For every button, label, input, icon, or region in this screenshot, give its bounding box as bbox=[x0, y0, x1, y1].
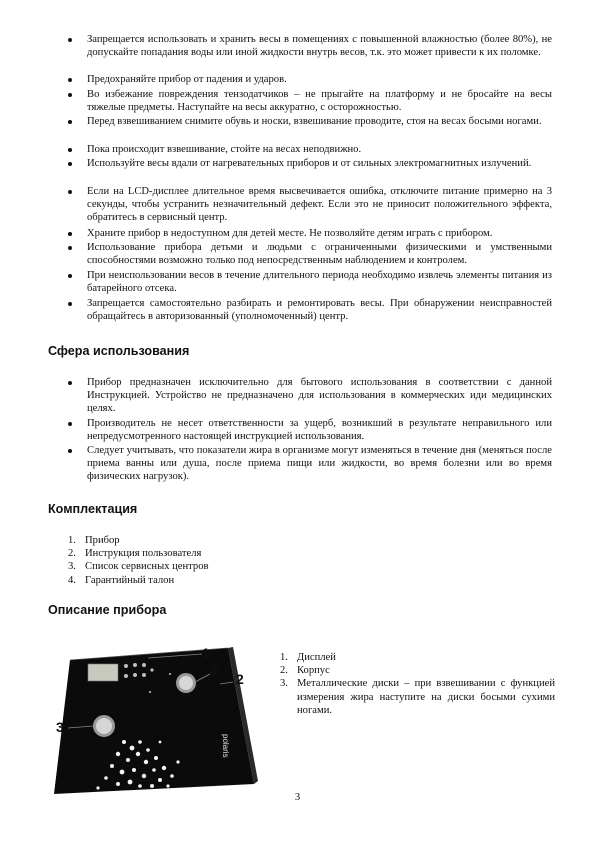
list-item: Запрещается самостоятельно разбирать и ремонтировать весы. При обнаружении неисправностей обращайтесь в авторизованный (уполномоченный) центр. bbox=[66, 297, 552, 323]
list-item: 2. Корпус bbox=[280, 665, 330, 677]
bullet-icon bbox=[68, 381, 72, 385]
bullet-icon bbox=[68, 246, 72, 250]
list-item: 3. Металлические диски – при взвешивании с функцией измерения жира наступите на диски босыми сухими ногами. bbox=[280, 678, 555, 716]
brand-logo: polaris bbox=[221, 734, 230, 758]
list-item: Предохраняйте прибор от падения и ударов. bbox=[66, 73, 552, 88]
list-item: 1. Дисплей bbox=[280, 652, 336, 663]
description-heading: Описание прибора bbox=[48, 603, 167, 617]
list-item: 1. Прибор bbox=[68, 535, 120, 546]
precautions-list bbox=[66, 33, 552, 323]
list-item: Использование прибора детьми и людьми с ограниченными физическими и умственными способностями возможно только под непосредственным наблюдением и контролем. bbox=[66, 241, 552, 269]
callout-label: 3 bbox=[210, 661, 218, 677]
list-item: Если на LCD-дисплее длительное время высвечивается ошибка, отключите питание примерно на 3 секунды, чтобы устранить незначительный дефект. Если это не приносит положительного эффекта, обратитесь в сервисный центр. bbox=[66, 185, 552, 227]
bullet-icon bbox=[68, 162, 72, 166]
usage-list bbox=[66, 376, 552, 484]
bullet-icon bbox=[68, 274, 72, 278]
list-item: Прибор предназначен исключительно для бытового использования в соответствии с данной Инструкцией. Устройство не предназначено для использования в коммерческих иди медицинских целях. bbox=[66, 376, 552, 417]
list-item: Производитель не несет ответственности за ущерб, возникший в результате неправильного или непредусмотренного настоящей инструкцией использования. bbox=[66, 417, 552, 444]
bullet-icon bbox=[68, 78, 72, 82]
kit-heading: Комплектация bbox=[48, 502, 138, 516]
list-item: 3. Список сервисных центров bbox=[68, 561, 209, 573]
callout-label: 1 bbox=[202, 645, 210, 661]
callout-label: 3 bbox=[56, 719, 64, 735]
list-item: 4. Гарантийный талон bbox=[68, 574, 175, 586]
page-number: 3 bbox=[294, 792, 301, 803]
list-item: 2. Инструкция пользователя bbox=[68, 548, 202, 560]
kit-list bbox=[68, 534, 209, 587]
bullet-icon bbox=[68, 148, 72, 152]
lcd-display bbox=[88, 664, 118, 681]
usage-heading: Сфера использования bbox=[48, 344, 190, 358]
scale-platform bbox=[54, 648, 254, 794]
scale-illustration bbox=[40, 630, 280, 800]
list-item: Пока происходит взвешивание, стойте на весах неподвижно. bbox=[66, 143, 552, 157]
bullet-icon bbox=[68, 38, 72, 42]
list-item: Используйте весы вдали от нагревательных приборов и от сильных электромагнитных излучений. bbox=[66, 157, 552, 185]
bullet-icon bbox=[68, 93, 72, 97]
bullet-icon bbox=[68, 449, 72, 453]
bullet-icon bbox=[68, 120, 72, 124]
description-list bbox=[280, 651, 555, 717]
list-item: Запрещается использовать и хранить весы в помещениях с повышенной влажностью (более 80%), не допускайте попадания воды или иной жидкости внутрь весов, т.к. это может привести к их поломке. bbox=[66, 33, 552, 73]
list-item: Перед взвешиванием снимите обувь и носки, взвешивание проводите, стоя на весах босыми ногами. bbox=[66, 115, 552, 143]
bullet-icon bbox=[68, 422, 72, 426]
bullet-icon bbox=[68, 232, 72, 236]
list-item: При неиспользовании весов в течение длительного периода необходимо извлечь элементы питания из батарейного отсека. bbox=[66, 269, 552, 297]
scale-drawing bbox=[40, 630, 280, 800]
list-item: Храните прибор в недоступном для детей месте. Не позволяйте детям играть с прибором. bbox=[66, 227, 552, 241]
list-item: Во избежание повреждения тензодатчиков – не прыгайте на платформу и не бросайте на весы тяжелые предметы. Наступайте на весы аккуратно, с осторожностью. bbox=[66, 88, 552, 115]
bullet-icon bbox=[68, 190, 72, 194]
list-item: Следует учитывать, что показатели жира в организме могут изменяться в течение дня (меняться после приема ванны или душа, после приема пищи или жидкости, во время болезни или во время физических нагрузок). bbox=[66, 444, 552, 484]
callout-label: 2 bbox=[236, 671, 244, 687]
bullet-icon bbox=[68, 302, 72, 306]
